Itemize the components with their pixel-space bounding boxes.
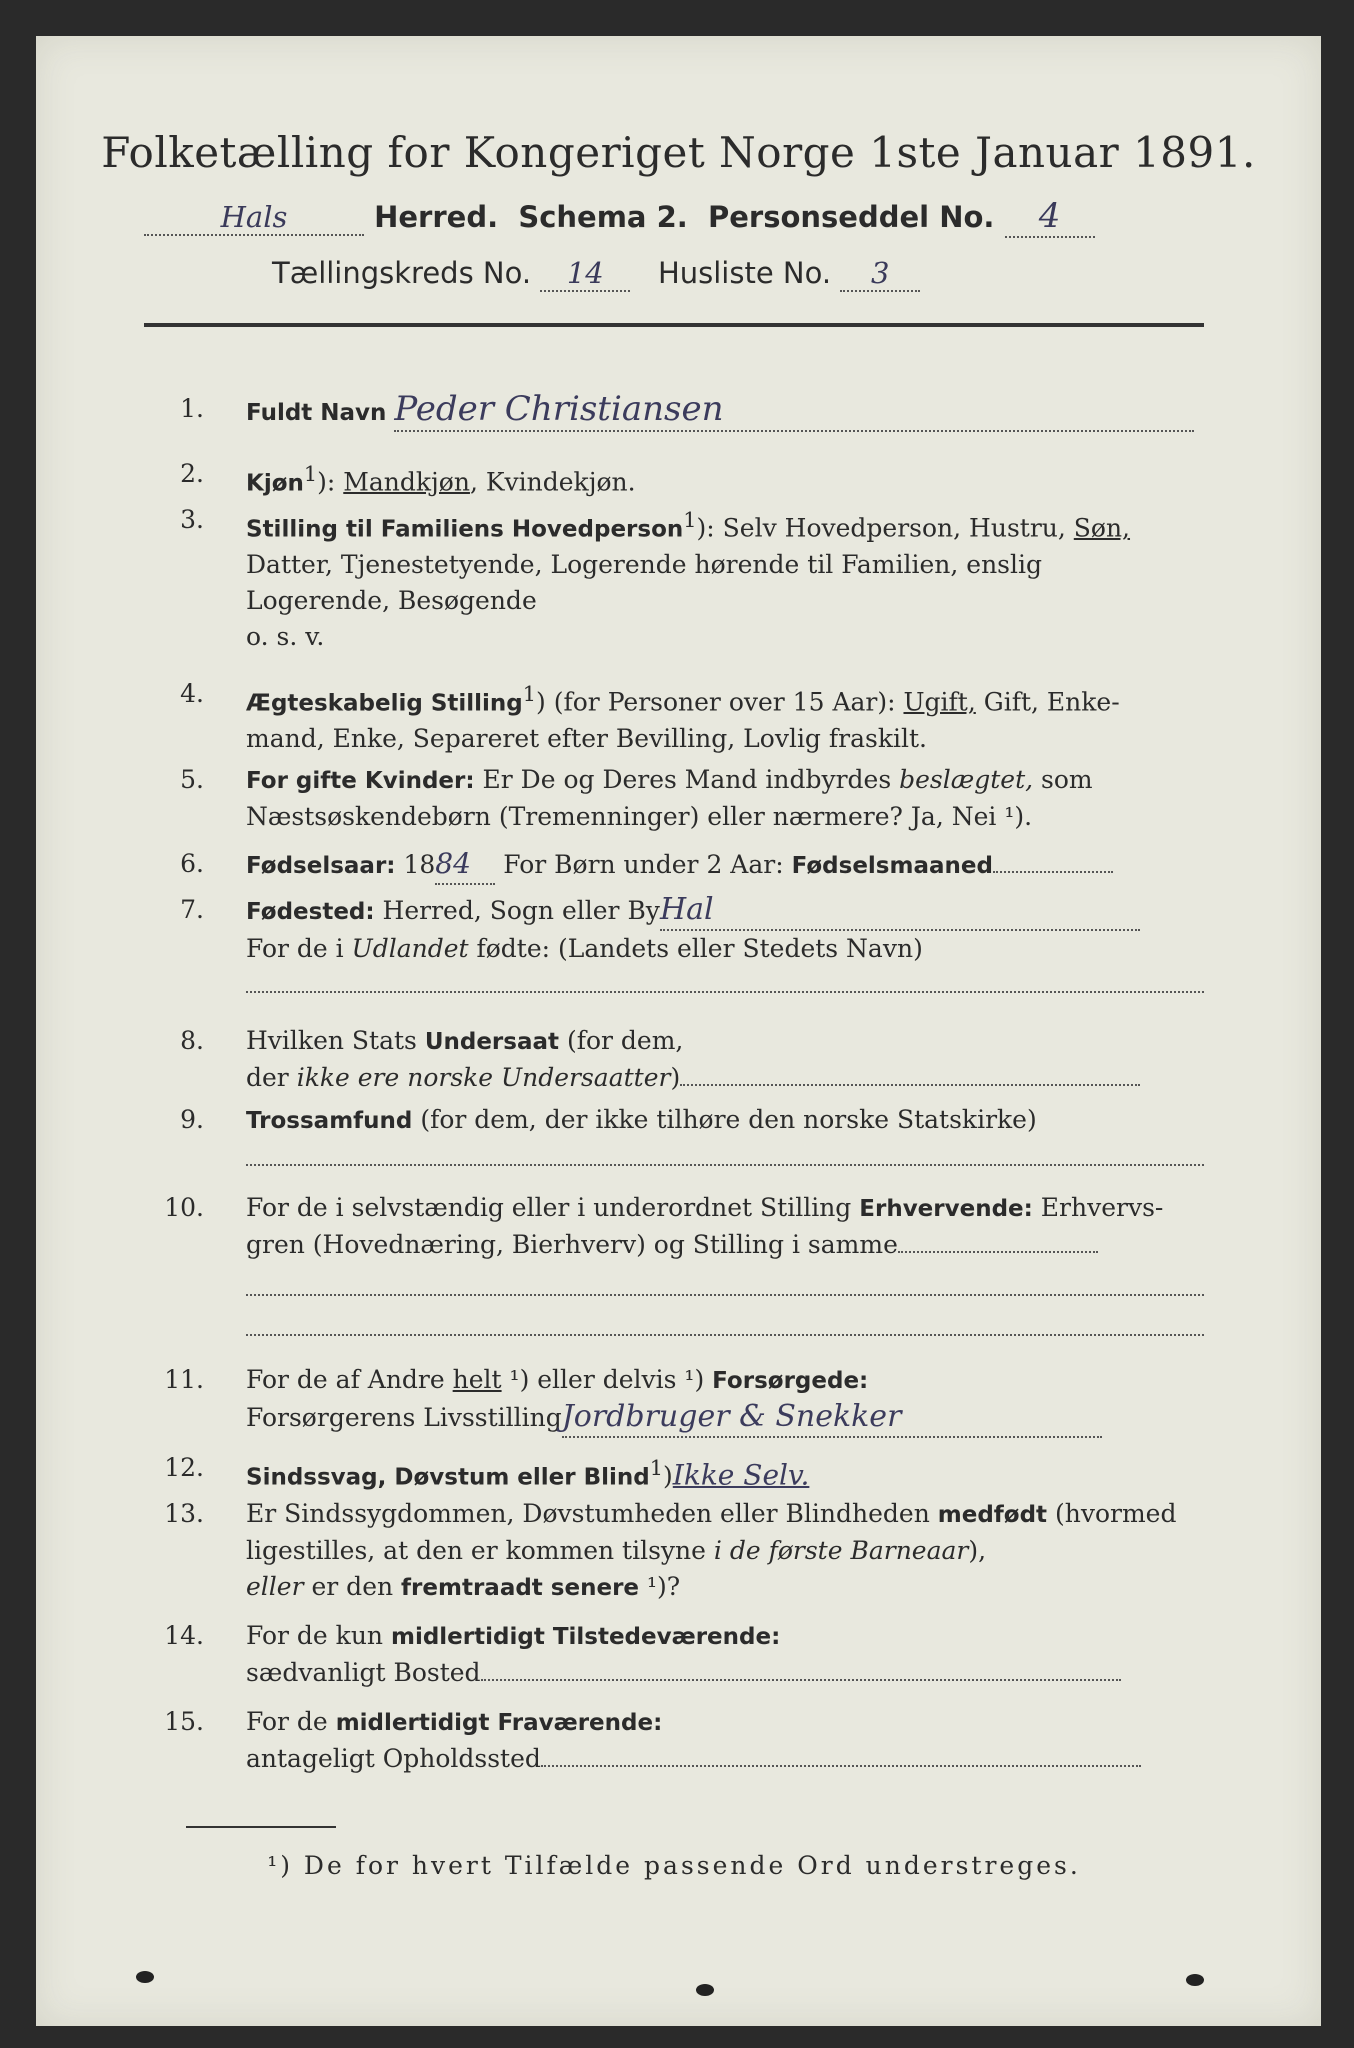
- item-10-blank-line-2: [246, 1334, 1204, 1336]
- item-9-blank-line: [246, 1164, 1204, 1166]
- herred-value: Hals: [220, 200, 288, 234]
- husliste-value: 3: [871, 256, 890, 290]
- kreds-value: 14: [566, 256, 604, 290]
- form-title: Folketælling for Kongeriget Norge 1ste Januar 1891.: [101, 128, 1256, 177]
- item-10-blank-line-1: [246, 1294, 1204, 1296]
- kreds-label: Tællingskreds No.: [272, 256, 532, 290]
- ink-mark-left: [136, 1971, 154, 1983]
- ink-mark-center: [696, 1984, 714, 1996]
- footnote-rule: [186, 1826, 336, 1828]
- census-form-sheet: Folketælling for Kongeriget Norge 1ste Januar 1891. Hals Herred. Schema 2. Personseddel No. 4 Tællingskreds No. 14 Husliste No. 3 1. Fuldt Navn Peder Christiansen 2. Kjøn$^1$): Mandkjøn, Kvindekjøn. 3. Stilling til Familiens Hovedperson$^1$): Selv Hovedperson, Hustru, Søn, Datter, Tjenestetyende, Logerende hørende til Familien, enslig Logerende, Besøgende o. s. v. 4. Ægteskabelig Stilling$^1$) (for Personer over 15 Aar): Ugift, Gift, Enke- mand, Enke, Separeret efter Bevilling, Lovlig fraskilt. 5. For gifte Kvinder: Er De og Deres Mand indbyrdes beslægtet, som Næstsøskendebørn (Tremenninger) eller nærmere? Ja, Nei ¹). 6. Fødselsaar: 1884 For Børn under 2 Aar: Fødselsmaaned 7. Fødested: Herred, Sogn eller ByHal For de i Udlandet fødte: (Landets eller Stedets Navn) 8. Hvilken Stats Undersaat (for dem, der ikke ere norske Undersaatter) 9. Trossamfund (for dem, der ikke tilhøre den norske Statskirke) 10. For de i selvstændig eller i underordnet Stilling Erhvervende: Erhvervs- gren (Hovednæring, Bierhverv) og Stilling i samme 11. For de af Andre helt ¹) eller delvis ¹) Forsørgede: Forsørgerens LivsstillingJordbruger & Snekker 12. Sindssvag, Døvstum eller Blind$^1$)Ikke Selv. 13. Er Sindssygdommen, Døvstumheden eller Blindheden medfødt (hvormed ligestilles, at den er kommen tilsyne i de første Barneaar), eller er den fremtraadt senere ¹)? 14. For de kun midlertidigt Tilstedeværende: sædvanligt Bosted 15. For de midlertidigt Fraværende: antageligt Opholdssted ¹) De for hvert Tilfælde passende Ord understreges.: [36, 36, 1321, 2026]
- schema-label: Schema 2.: [518, 200, 688, 234]
- kreds-line: [272, 256, 920, 292]
- disability-value: Ikke Selv.: [672, 1458, 810, 1492]
- husliste-label: Husliste No.: [657, 256, 832, 290]
- birthplace-value: Hal: [659, 892, 714, 927]
- header-rule: [144, 323, 1204, 327]
- personseddel-label: Personseddel No.: [707, 200, 995, 234]
- item-7-blank-line: [246, 991, 1204, 993]
- herred-line: [144, 196, 1095, 238]
- footnote: ¹) De for hvert Tilfælde passende Ord understreges.: [267, 1851, 1081, 1880]
- personseddel-value: 4: [1038, 196, 1061, 236]
- birth-year-value: 84: [435, 847, 471, 880]
- ink-mark-right: [1186, 1974, 1204, 1986]
- supporter-occupation-value: Jordbruger & Snekker: [561, 1399, 902, 1434]
- herred-label: Herred.: [374, 200, 499, 234]
- name-value: Peder Christiansen: [394, 389, 724, 429]
